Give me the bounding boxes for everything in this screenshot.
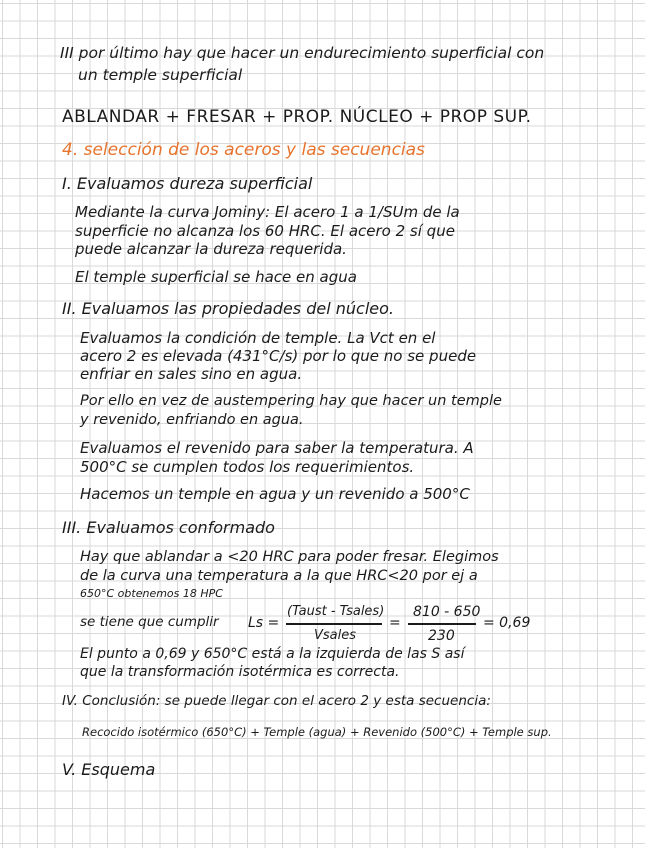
section-1-p2: El temple superficial se hace en agua xyxy=(75,268,357,286)
formula-denominator-1: Vsales xyxy=(314,628,357,643)
intro-line-2: un temple superficial xyxy=(78,66,243,84)
section-3-p1-line-3: 650°C obtenemos 18 HPC xyxy=(80,587,223,600)
section-2-p1-line-2: acero 2 es elevada (431°C/s) por lo que no se puede xyxy=(80,347,477,365)
formula-denominator-2: 230 xyxy=(428,628,455,644)
section-2-p1-line-1: Evaluamos la condición de temple. La Vct en el xyxy=(80,329,436,347)
section-heading: 4. selección de los aceros y las secuencias xyxy=(62,140,425,160)
formula-prefix: se tiene que cumplir xyxy=(80,614,219,630)
formula-numerator-1: (Taust - Tsales) xyxy=(287,604,385,619)
formula-fraction-bar-1 xyxy=(286,623,382,625)
section-1-p1-line-2: superficie no alcanza los 60 HRC. El acero 2 sí que xyxy=(75,222,455,240)
section-5-heading: V. Esquema xyxy=(62,760,156,779)
section-3-p1-line-1: Hay que ablandar a <20 HRC para poder fresar. Elegimos xyxy=(80,549,499,565)
section-3-heading: III. Evaluamos conformado xyxy=(62,518,275,537)
section-1-heading: I. Evaluamos dureza superficial xyxy=(62,174,313,193)
section-2-p3-line-2: 500°C se cumplen todos los requerimientos. xyxy=(80,458,415,476)
section-1-p1-line-3: puede alcanzar la dureza requerida. xyxy=(75,240,347,258)
section-2-heading: II. Evaluamos las propiedades del núcleo. xyxy=(62,299,394,318)
section-4-heading: IV. Conclusión: se puede llegar con el acero 2 y esta secuencia: xyxy=(62,693,491,709)
formula-result: = 0,69 xyxy=(483,615,531,631)
intro-line-1: III por último hay que hacer un endurecimiento superficial con xyxy=(60,44,545,62)
section-4-sequence: Recocido isotérmico (650°C) + Temple (agua) + Revenido (500°C) + Temple sup. xyxy=(82,725,552,739)
section-3-p1-line-2: de la curva una temperatura a la que HRC<20 por ej a xyxy=(80,568,478,584)
section-2-p1-line-3: enfriar en sales sino en agua. xyxy=(80,365,303,383)
section-2-p2-line-2: y revenido, enfriando en agua. xyxy=(80,412,304,428)
formula-lhs: Ls = xyxy=(248,615,280,631)
section-2-p3-line-1: Evaluamos el revenido para saber la temperatura. A xyxy=(80,439,474,457)
formula-equals: = xyxy=(389,615,401,631)
formula-numerator-2: 810 - 650 xyxy=(413,604,481,620)
section-3-p2-line-1: El punto a 0,69 y 650°C está a la izquierda de las S así xyxy=(80,646,465,662)
section-1-p1-line-1: Mediante la curva Jominy: El acero 1 a 1/SUm de la xyxy=(75,203,460,221)
section-2-p4: Hacemos un temple en agua y un revenido a 500°C xyxy=(80,485,470,503)
section-2-p2-line-1: Por ello en vez de austempering hay que hacer un temple xyxy=(80,393,502,409)
section-3-p2-line-2: que la transformación isotérmica es correcta. xyxy=(80,664,400,680)
summary-line: ABLANDAR + FRESAR + PROP. NÚCLEO + PROP SUP. xyxy=(62,107,532,127)
formula-fraction-bar-2 xyxy=(408,623,476,625)
